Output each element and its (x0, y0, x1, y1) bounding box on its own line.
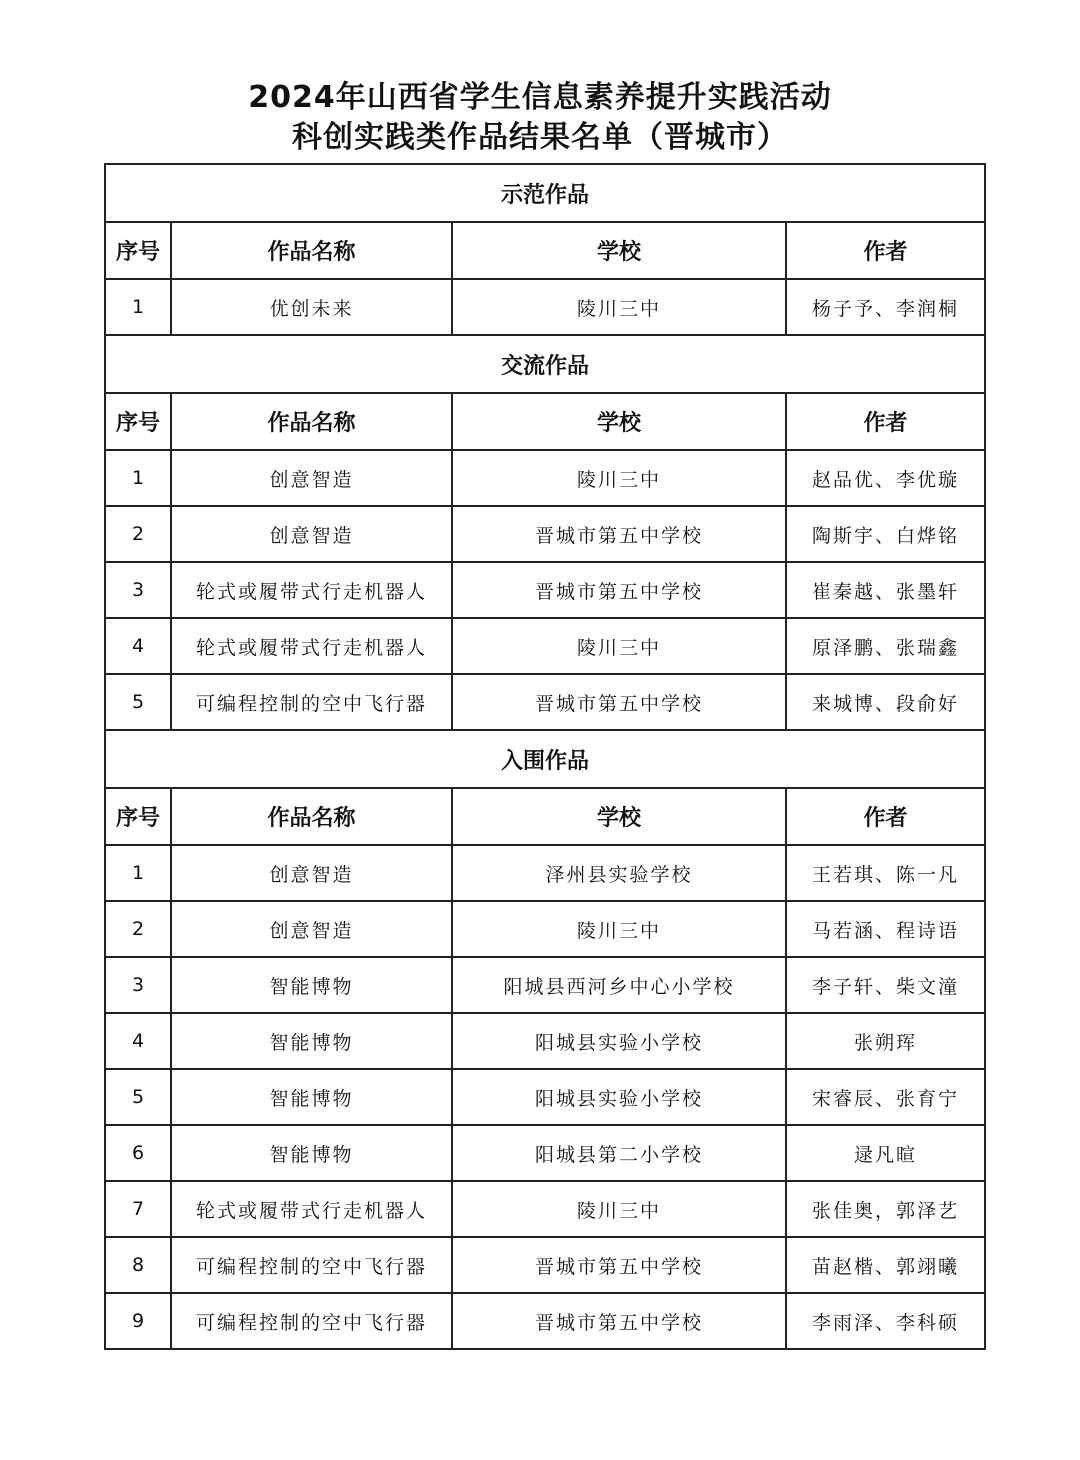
cell-school: 阳城县第二小学校 (452, 1125, 786, 1181)
cell-authors: 张朔珲 (786, 1013, 985, 1069)
cell-school: 阳城县西河乡中心小学校 (452, 957, 786, 1013)
cell-index: 4 (105, 618, 171, 674)
table-row (105, 279, 985, 335)
col-index-header: 序号 (105, 393, 171, 450)
cell-index: 3 (105, 562, 171, 618)
cell-authors: 宋睿辰、张育宁 (786, 1069, 985, 1125)
cell-index: 1 (105, 845, 171, 901)
cell-index: 5 (105, 674, 171, 730)
cell-work-name: 轮式或履带式行走机器人 (171, 562, 452, 618)
table-row (105, 618, 985, 674)
table-row (105, 674, 985, 730)
cell-work-name: 创意智造 (171, 901, 452, 957)
cell-index: 1 (105, 450, 171, 506)
cell-work-name: 智能博物 (171, 1013, 452, 1069)
section-header-row (105, 164, 985, 222)
cell-school: 陵川三中 (452, 618, 786, 674)
column-header-row (105, 393, 985, 450)
cell-school: 晋城市第五中学校 (452, 1293, 786, 1349)
cell-school: 陵川三中 (452, 1181, 786, 1237)
cell-work-name: 轮式或履带式行走机器人 (171, 1181, 452, 1237)
table-row (105, 1181, 985, 1237)
col-index-header: 序号 (105, 222, 171, 279)
cell-authors: 李子轩、柴文潼 (786, 957, 985, 1013)
cell-index: 8 (105, 1237, 171, 1293)
cell-work-name: 可编程控制的空中飞行器 (171, 1293, 452, 1349)
title-line-2: 科创实践类作品结果名单（晋城市） (292, 120, 788, 155)
cell-school: 晋城市第五中学校 (452, 1237, 786, 1293)
section-title: 入围作品 (105, 730, 985, 788)
cell-index: 7 (105, 1181, 171, 1237)
cell-work-name: 可编程控制的空中飞行器 (171, 1237, 452, 1293)
cell-work-name: 智能博物 (171, 1069, 452, 1125)
cell-school: 陵川三中 (452, 901, 786, 957)
cell-authors: 崔秦越、张墨轩 (786, 562, 985, 618)
cell-school: 阳城县实验小学校 (452, 1069, 786, 1125)
cell-authors: 原泽鹏、张瑞鑫 (786, 618, 985, 674)
section-header-row (105, 335, 985, 393)
cell-school: 晋城市第五中学校 (452, 562, 786, 618)
cell-authors: 王若琪、陈一凡 (786, 845, 985, 901)
cell-index: 2 (105, 901, 171, 957)
table-row (105, 506, 985, 562)
cell-work-name: 可编程控制的空中飞行器 (171, 674, 452, 730)
table-row (105, 1013, 985, 1069)
cell-index: 1 (105, 279, 171, 335)
cell-school: 陵川三中 (452, 279, 786, 335)
cell-school: 泽州县实验学校 (452, 845, 786, 901)
cell-index: 2 (105, 506, 171, 562)
cell-authors: 陶斯宇、白烨铭 (786, 506, 985, 562)
cell-work-name: 创意智造 (171, 845, 452, 901)
cell-index: 4 (105, 1013, 171, 1069)
column-header-row (105, 222, 985, 279)
cell-authors: 张佳奥，郭泽艺 (786, 1181, 985, 1237)
cell-index: 3 (105, 957, 171, 1013)
cell-authors: 逯凡暄 (786, 1125, 985, 1181)
col-authors-header: 作者 (786, 788, 985, 845)
col-school-header: 学校 (452, 222, 786, 279)
cell-index: 9 (105, 1293, 171, 1349)
col-work-name-header: 作品名称 (171, 393, 452, 450)
section-title: 交流作品 (105, 335, 985, 393)
table-row (105, 1237, 985, 1293)
table-row (105, 450, 985, 506)
table-row (105, 957, 985, 1013)
table-row (105, 562, 985, 618)
table-row (105, 1125, 985, 1181)
col-work-name-header: 作品名称 (171, 222, 452, 279)
cell-work-name: 轮式或履带式行走机器人 (171, 618, 452, 674)
table-row (105, 1293, 985, 1349)
cell-authors: 杨子予、李润桐 (786, 279, 985, 335)
cell-authors: 马若涵、程诗语 (786, 901, 985, 957)
cell-index: 5 (105, 1069, 171, 1125)
col-school-header: 学校 (452, 393, 786, 450)
col-authors-header: 作者 (786, 222, 985, 279)
cell-authors: 来城博、段俞好 (786, 674, 985, 730)
table-row (105, 901, 985, 957)
cell-school: 晋城市第五中学校 (452, 506, 786, 562)
document-title (0, 78, 1080, 158)
table-row (105, 845, 985, 901)
col-school-header: 学校 (452, 788, 786, 845)
cell-school: 晋城市第五中学校 (452, 674, 786, 730)
results-table (104, 163, 986, 1350)
cell-work-name: 智能博物 (171, 1125, 452, 1181)
col-index-header: 序号 (105, 788, 171, 845)
cell-school: 阳城县实验小学校 (452, 1013, 786, 1069)
cell-school: 陵川三中 (452, 450, 786, 506)
cell-work-name: 创意智造 (171, 506, 452, 562)
cell-work-name: 优创未来 (171, 279, 452, 335)
cell-work-name: 创意智造 (171, 450, 452, 506)
table-row (105, 1069, 985, 1125)
cell-work-name: 智能博物 (171, 957, 452, 1013)
section-title: 示范作品 (105, 164, 985, 222)
cell-authors: 苗赵楷、郭翊曦 (786, 1237, 985, 1293)
col-work-name-header: 作品名称 (171, 788, 452, 845)
cell-authors: 赵品优、李优璇 (786, 450, 985, 506)
title-line-1: 2024年山西省学生信息素养提升实践活动 (248, 80, 832, 115)
section-header-row (105, 730, 985, 788)
cell-index: 6 (105, 1125, 171, 1181)
cell-authors: 李雨泽、李科硕 (786, 1293, 985, 1349)
col-authors-header: 作者 (786, 393, 985, 450)
column-header-row (105, 788, 985, 845)
